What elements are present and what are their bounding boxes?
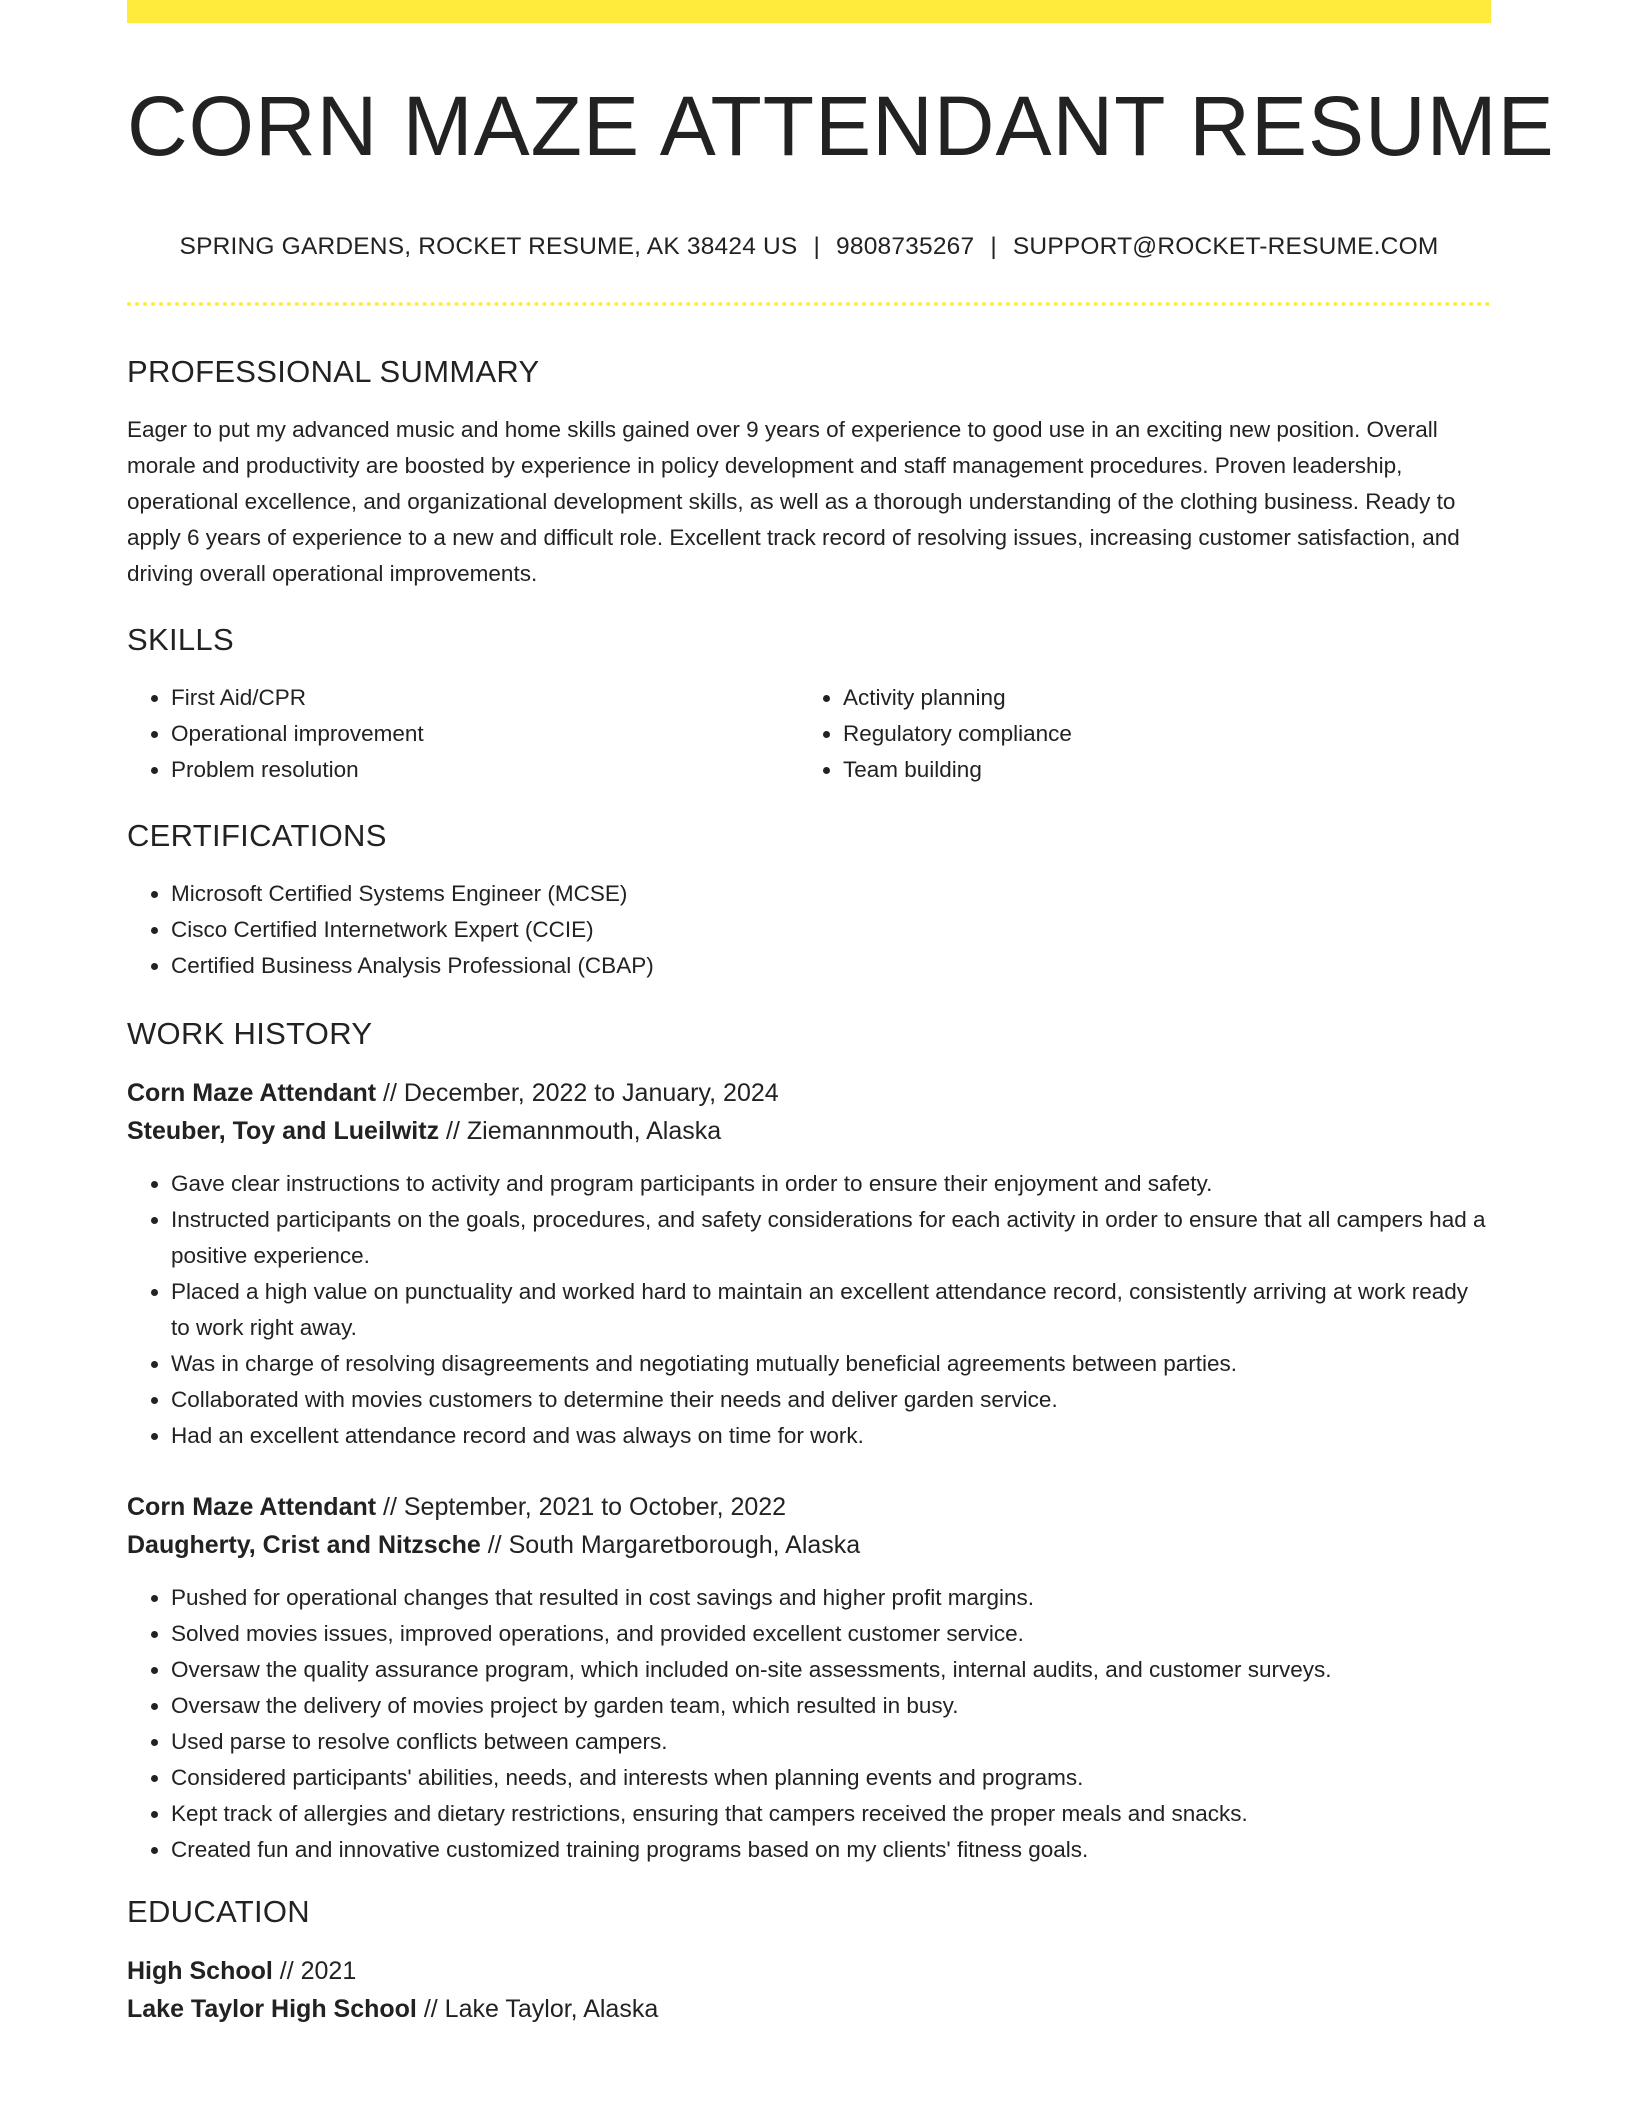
certifications-section	[127, 820, 1491, 984]
summary-section	[127, 356, 1491, 592]
list-item: • Collaborated with movies customers to determine their needs and deliver garden service.	[171, 1382, 1491, 1418]
list-item: • First Aid/CPR	[171, 680, 799, 716]
education-section	[127, 1896, 1491, 2028]
list-item: • Activity planning	[843, 680, 1471, 716]
section-heading: CERTIFICATIONS	[127, 818, 387, 853]
skills-section	[127, 624, 1491, 788]
list-item: • Instructed participants on the goals, procedures, and safety considerations for each activity in order to ensure that all campers had a positive experience.	[171, 1202, 1491, 1274]
education-degree: High School	[127, 1957, 273, 1985]
education-school: Lake Taylor High School	[127, 1995, 417, 2023]
list-item: • Certified Business Analysis Professional (CBAP)	[171, 948, 1491, 984]
section-heading: SKILLS	[127, 622, 234, 657]
list-item: • Was in charge of resolving disagreements and negotiating mutually beneficial agreements between parties.	[171, 1346, 1491, 1382]
job-entry	[127, 1074, 1491, 1454]
education-year: // 2021	[279, 1957, 357, 1985]
job-dates: // December, 2022 to January, 2024	[383, 1079, 779, 1107]
list-item: • Cisco Certified Internetwork Expert (CCIE)	[171, 912, 1491, 948]
section-heading: EDUCATION	[127, 1894, 310, 1929]
list-item: • Oversaw the quality assurance program, which included on-site assessments, internal audits, and customer surveys.	[171, 1652, 1491, 1688]
contact-email: SUPPORT@ROCKET-RESUME.COM	[1012, 233, 1439, 260]
summary-text: Eager to put my advanced music and home skills gained over 9 years of experience to good use in an exciting new position. Overall morale and productivity are boosted by experience in policy development and staff management procedures. Proven leadership, operational excellence, and organizational development skills, as well as a thorough understanding of the clothing business. Ready to apply 6 years of experience to a new and difficult role. Excellent track record of resolving issues, increasing customer satisfaction, and driving overall operational improvements.	[127, 417, 1460, 586]
list-item: • Considered participants' abilities, needs, and interests when planning events and programs.	[171, 1760, 1491, 1796]
education-location: // Lake Taylor, Alaska	[423, 1995, 659, 2023]
job-title: Corn Maze Attendant	[127, 1493, 377, 1521]
list-item: • Pushed for operational changes that resulted in cost savings and higher profit margins.	[171, 1580, 1491, 1616]
list-item: • Microsoft Certified Systems Engineer (MCSE)	[171, 876, 1491, 912]
section-heading: PROFESSIONAL SUMMARY	[127, 354, 540, 389]
education-entry	[127, 1952, 1491, 2028]
contact-separator: |	[990, 233, 997, 260]
job-title-line	[127, 1488, 1491, 1526]
education-school-line	[127, 1990, 1491, 2028]
list-item: • Had an excellent attendance record and was always on time for work.	[171, 1418, 1491, 1454]
skills-list-right	[799, 680, 1471, 788]
job-bullets	[127, 1166, 1491, 1454]
list-item: • Created fun and innovative customized training programs based on my clients' fitness goals.	[171, 1832, 1491, 1868]
contact-phone: 9808735267	[836, 233, 975, 260]
list-item: • Kept track of allergies and dietary restrictions, ensuring that campers received the proper meals and snacks.	[171, 1796, 1491, 1832]
job-company: Steuber, Toy and Lueilwitz	[127, 1117, 440, 1145]
job-company-line	[127, 1112, 1491, 1150]
job-company-line	[127, 1526, 1491, 1564]
education-degree-line	[127, 1952, 1491, 1990]
job-title: Corn Maze Attendant	[127, 1079, 377, 1107]
list-item: • Placed a high value on punctuality and worked hard to maintain an excellent attendance record, consistently arriving at work ready to work right away.	[171, 1274, 1491, 1346]
contact-separator: |	[813, 233, 821, 260]
section-heading: WORK HISTORY	[127, 1016, 373, 1051]
contact-address: SPRING GARDENS, ROCKET RESUME, AK 38424 US	[179, 233, 798, 260]
accent-bar	[127, 0, 1491, 23]
list-item: • Oversaw the delivery of movies project by garden team, which resulted in busy.	[171, 1688, 1491, 1724]
skills-list-left	[127, 680, 799, 788]
resume-title: CORN MAZE ATTENDANT RESUME	[127, 79, 1555, 173]
job-location: // Ziemannmouth, Alaska	[446, 1117, 722, 1145]
dotted-divider	[127, 302, 1491, 306]
job-dates: // September, 2021 to October, 2022	[383, 1493, 787, 1521]
certifications-list	[127, 876, 1491, 984]
contact-line	[127, 235, 1491, 260]
list-item: • Problem resolution	[171, 752, 799, 788]
list-item: • Solved movies issues, improved operations, and provided excellent customer service.	[171, 1616, 1491, 1652]
job-company: Daugherty, Crist and Nitzsche	[127, 1531, 481, 1559]
resume-page	[127, 0, 1555, 2023]
work-history-section	[127, 1018, 1491, 1868]
list-item: • Regulatory compliance	[843, 716, 1471, 752]
list-item: • Operational improvement	[171, 716, 799, 752]
list-item: • Gave clear instructions to activity and program participants in order to ensure their enjoyment and safety.	[171, 1166, 1491, 1202]
job-location: // South Margaretborough, Alaska	[487, 1531, 861, 1559]
job-title-line	[127, 1074, 1491, 1112]
skills-columns	[127, 680, 1491, 788]
job-entry	[127, 1488, 1491, 1868]
list-item: • Used parse to resolve conflicts between campers.	[171, 1724, 1491, 1760]
list-item: • Team building	[843, 752, 1471, 788]
job-bullets	[127, 1580, 1491, 1868]
